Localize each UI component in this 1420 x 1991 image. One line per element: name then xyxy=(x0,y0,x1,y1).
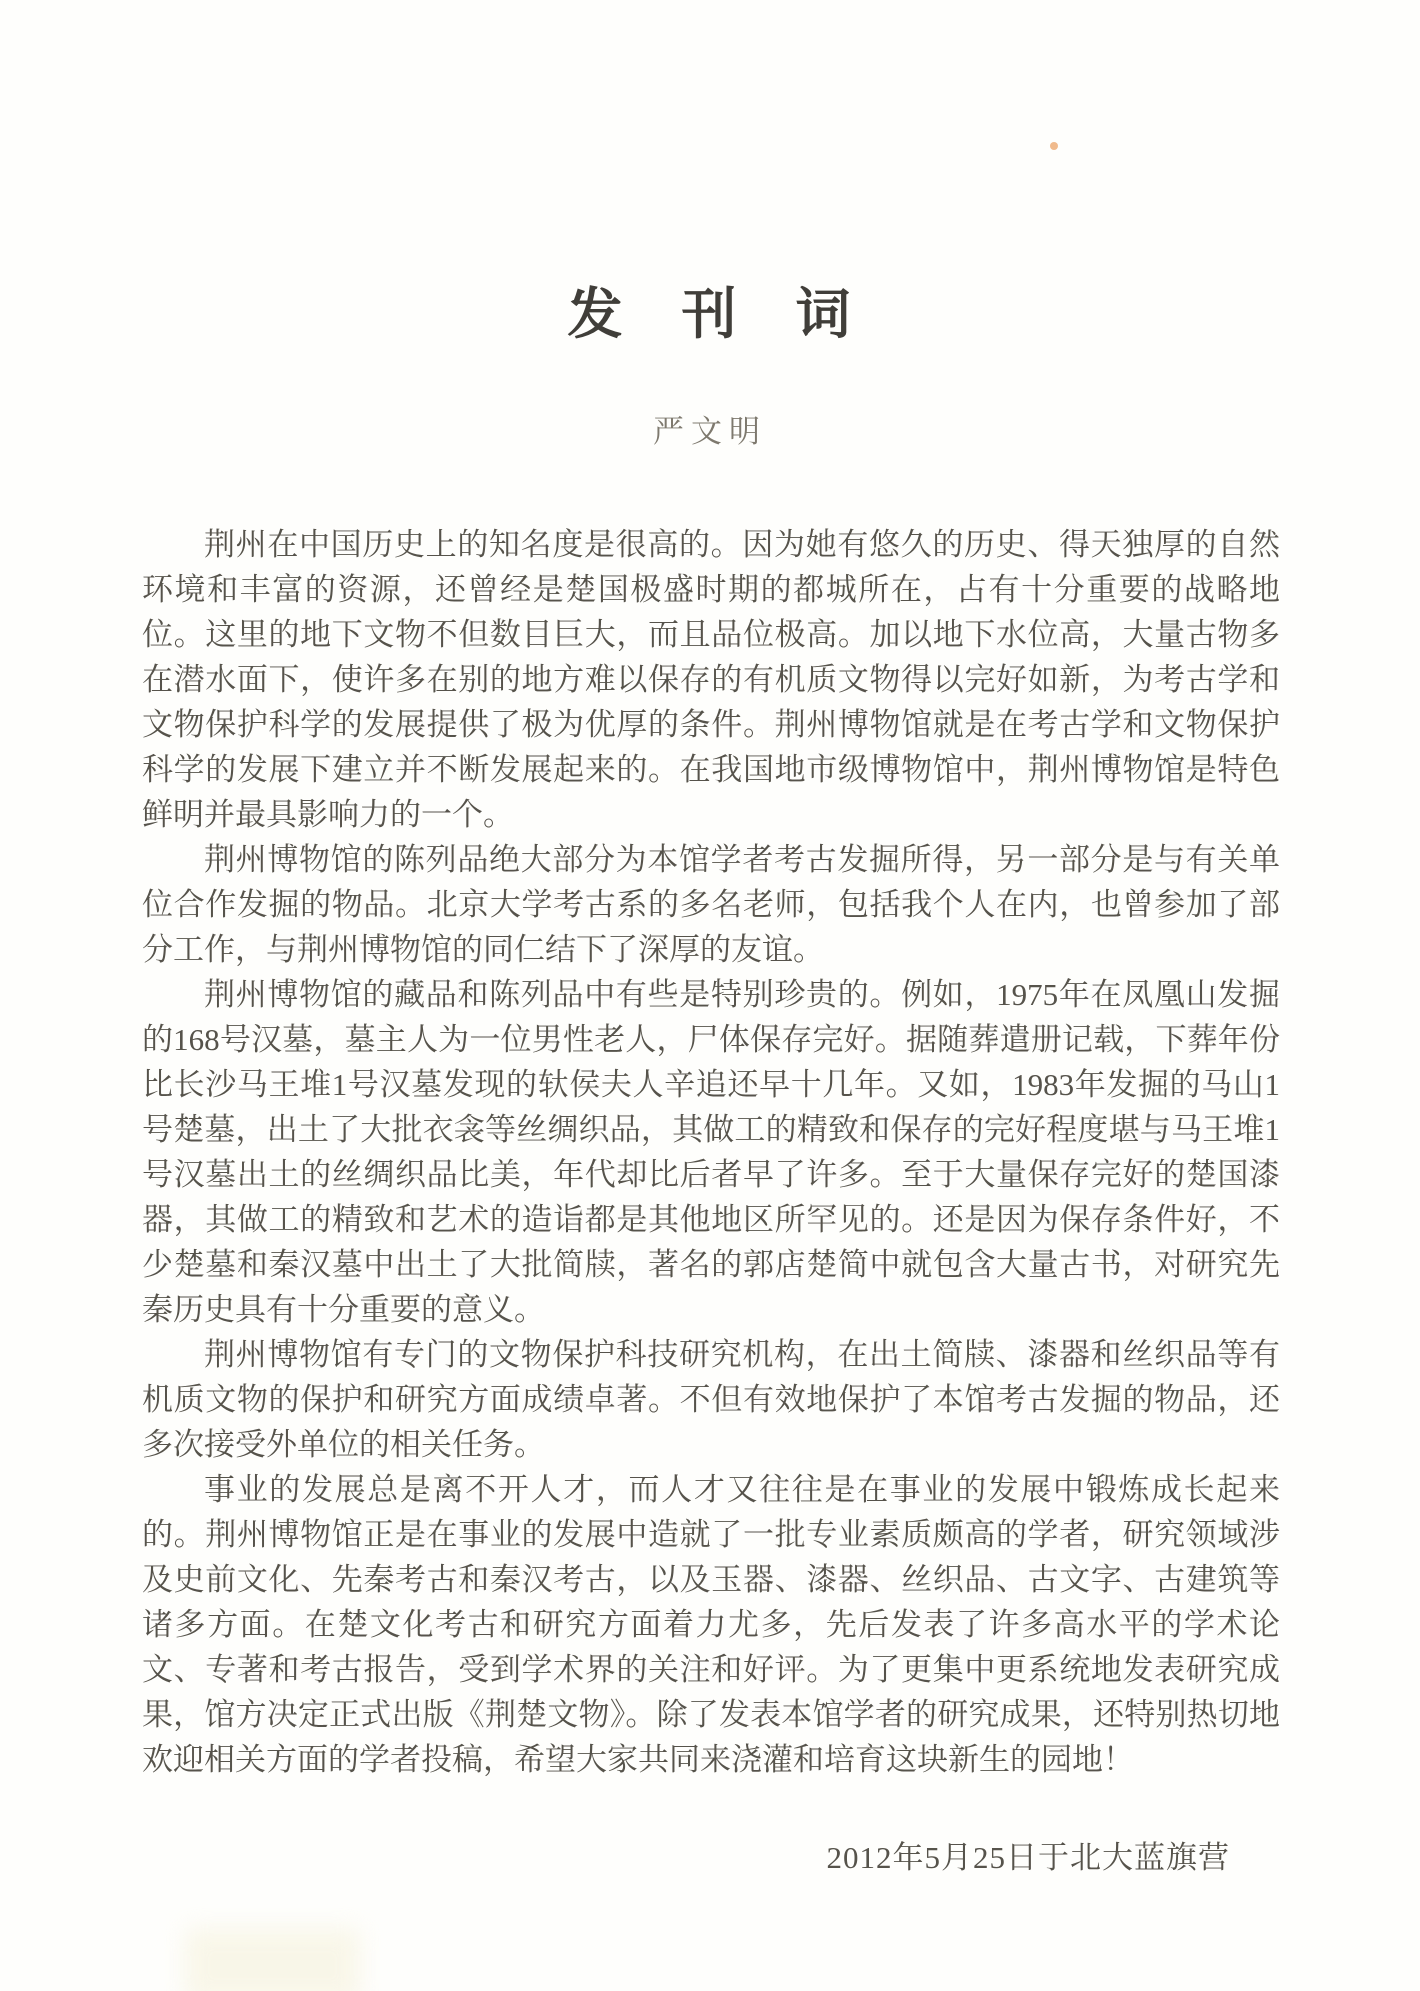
paragraph-1: 荆州在中国历史上的知名度是很高的。因为她有悠久的历史、得天独厚的自然环境和丰富的资源，还曾经是楚国极盛时期的都城所在，占有十分重要的战略地位。这里的地下文物不但数目巨大，而且品位极高。加以地下水位高，大量古物多在潜水面下，使许多在别的地方难以保存的有机质文物得以完好如新，为考古学和文物保护科学的发展提供了极为优厚的条件。荆州博物馆就是在考古学和文物保护科学的发展下建立并不断发展起来的。在我国地市级博物馆中，荆州博物馆是特色鲜明并最具影响力的一个。 xyxy=(142,527,1280,832)
paragraph-2: 荆州博物馆的陈列品绝大部分为本馆学者考古发掘所得，另一部分是与有关单位合作发掘的物品。北京大学考古系的多名老师，包括我个人在内，也曾参加了部分工作，与荆州博物馆的同仁结下了深厚的友谊。 xyxy=(142,842,1280,967)
scan-artifact-dot xyxy=(1050,142,1058,150)
author-name: 严文明 xyxy=(653,414,767,449)
page-title: 发 刊 词 xyxy=(567,284,853,345)
dateline: 2012年5月25日于北大蓝旗营 xyxy=(826,1840,1230,1875)
paragraph-5: 事业的发展总是离不开人才，而人才又往往是在事业的发展中锻炼成长起来的。荆州博物馆正是在事业的发展中造就了一批专业素质颇高的学者，研究领域涉及史前文化、先秦考古和秦汉考古，以及玉器、漆器、丝织品、古文字、古建筑等诸多方面。在楚文化考古和研究方面着力尤多，先后发表了许多高水平的学术论文、专著和考古报告，受到学术界的关注和好评。为了更集中更系统地发表研究成果，馆方决定正式出版《荆楚文物》。除了发表本馆学者的研究成果，还特别热切地欢迎相关方面的学者投稿，希望大家共同来浇灌和培育这块新生的园地！ xyxy=(142,1472,1280,1777)
paragraph-3: 荆州博物馆的藏品和陈列品中有些是特别珍贵的。例如，1975年在凤凰山发掘的168号汉墓，墓主人为一位男性老人，尸体保存完好。据随葬遣册记载，下葬年份比长沙马王堆1号汉墓发现的轪侯夫人辛追还早十几年。又如，1983年发掘的马山1号楚墓，出土了大批衣衾等丝绸织品，其做工的精致和保存的完好程度堪与马王堆1号汉墓出土的丝绸织品比美，年代却比后者早了许多。至于大量保存完好的楚国漆器，其做工的精致和艺术的造诣都是其他地区所罕见的。还是因为保存条件好，不少楚墓和秦汉墓中出土了大批简牍，著名的郭店楚简中就包含大量古书，对研究先秦历史具有十分重要的意义。 xyxy=(142,977,1280,1327)
scan-artifact-smudge xyxy=(185,1928,360,1991)
article-body xyxy=(142,522,1280,1782)
paragraph-4: 荆州博物馆有专门的文物保护科技研究机构，在出土简牍、漆器和丝织品等有机质文物的保护和研究方面成绩卓著。不但有效地保护了本馆考古发掘的物品，还多次接受外单位的相关任务。 xyxy=(142,1337,1280,1462)
